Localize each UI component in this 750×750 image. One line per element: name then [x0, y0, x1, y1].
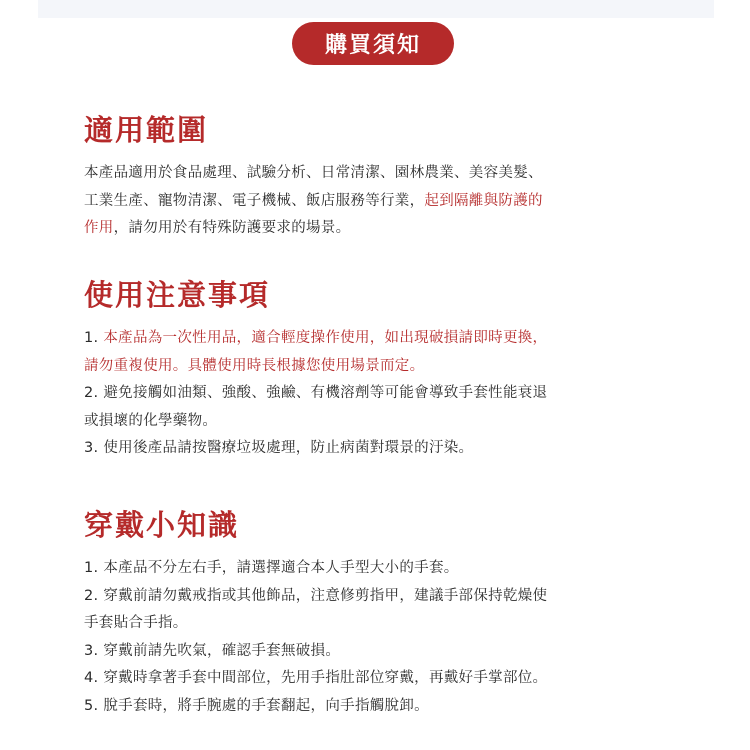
scope-line-2-highlight: 起到隔離與防護的: [424, 192, 543, 209]
scope-line-1-text: 本產品適用於食品處理、試驗分析、日常清潔、園林農業、美容美髮、: [84, 165, 543, 181]
caution-line-3: [84, 380, 644, 408]
purchase-notice-badge: 購買須知: [292, 22, 454, 65]
caution-line-4: [84, 408, 644, 436]
caution-line-1-prefix: 1.: [84, 330, 104, 346]
wear-line-1: 1. 本產品不分左右手，請選擇適合本人手型大小的手套。: [84, 560, 459, 576]
caution-line-5-text: 3. 使用後產品請按醫療垃圾處理，防止病菌對環景的汙染。: [84, 440, 474, 456]
caution-line-2-highlight: 請勿重複使用。具體使用時長根據您使用場景而定。: [84, 357, 425, 374]
wear-line-3: 手套貼合手指。: [84, 615, 188, 631]
scope-section: [84, 110, 644, 243]
wear-title: 穿戴小知識: [84, 508, 240, 542]
caution-line-1-highlight: 本產品為一次性用品，適合輕度操作使用，如出現破損請即時更換，: [103, 330, 548, 346]
scope-line-3: [84, 215, 644, 243]
caution-paragraph: [84, 325, 644, 463]
scope-line-3-text: ，請勿用於有特殊防護要求的場景。: [113, 220, 351, 236]
scope-line-3-highlight: 作用: [84, 220, 114, 236]
scope-paragraph: [84, 160, 644, 243]
wear-line-6: 5. 脫手套時，將手腕處的手套翻起，向手指觸脫卸。: [84, 697, 429, 714]
scope-line-2-text: 工業生產、寵物清潔、電子機械、飯店服務等行業，: [84, 192, 425, 209]
scope-line-2: [84, 188, 644, 216]
scope-line-1: [84, 160, 644, 188]
wear-line-4: 3. 穿戴前請先吹氣，確認手套無破損。: [84, 642, 341, 659]
wear-line-2: 2. 穿戴前請勿戴戒指或其他飾品，注意修剪指甲，建議手部保持乾燥使: [84, 587, 548, 604]
caution-line-3-text: 2. 避免接觸如油類、強酸、強鹼、有機溶劑等可能會導致手套性能衰退: [84, 385, 548, 401]
wear-line-5: 4. 穿戴時拿著手套中間部位，先用手指肚部位穿戴，再戴好手掌部位。: [84, 670, 548, 686]
wear-paragraph: [84, 555, 644, 720]
top-strip: [38, 0, 714, 18]
wear-section: [84, 505, 644, 720]
caution-line-4-text: 或損壞的化學藥物。: [84, 412, 218, 429]
caution-title: 使用注意事項: [84, 278, 271, 312]
scope-title: 適用範圍: [84, 113, 209, 147]
caution-line-1: [84, 325, 644, 353]
caution-line-2: [84, 353, 644, 381]
caution-line-5: [84, 435, 644, 463]
caution-section: [84, 275, 644, 463]
